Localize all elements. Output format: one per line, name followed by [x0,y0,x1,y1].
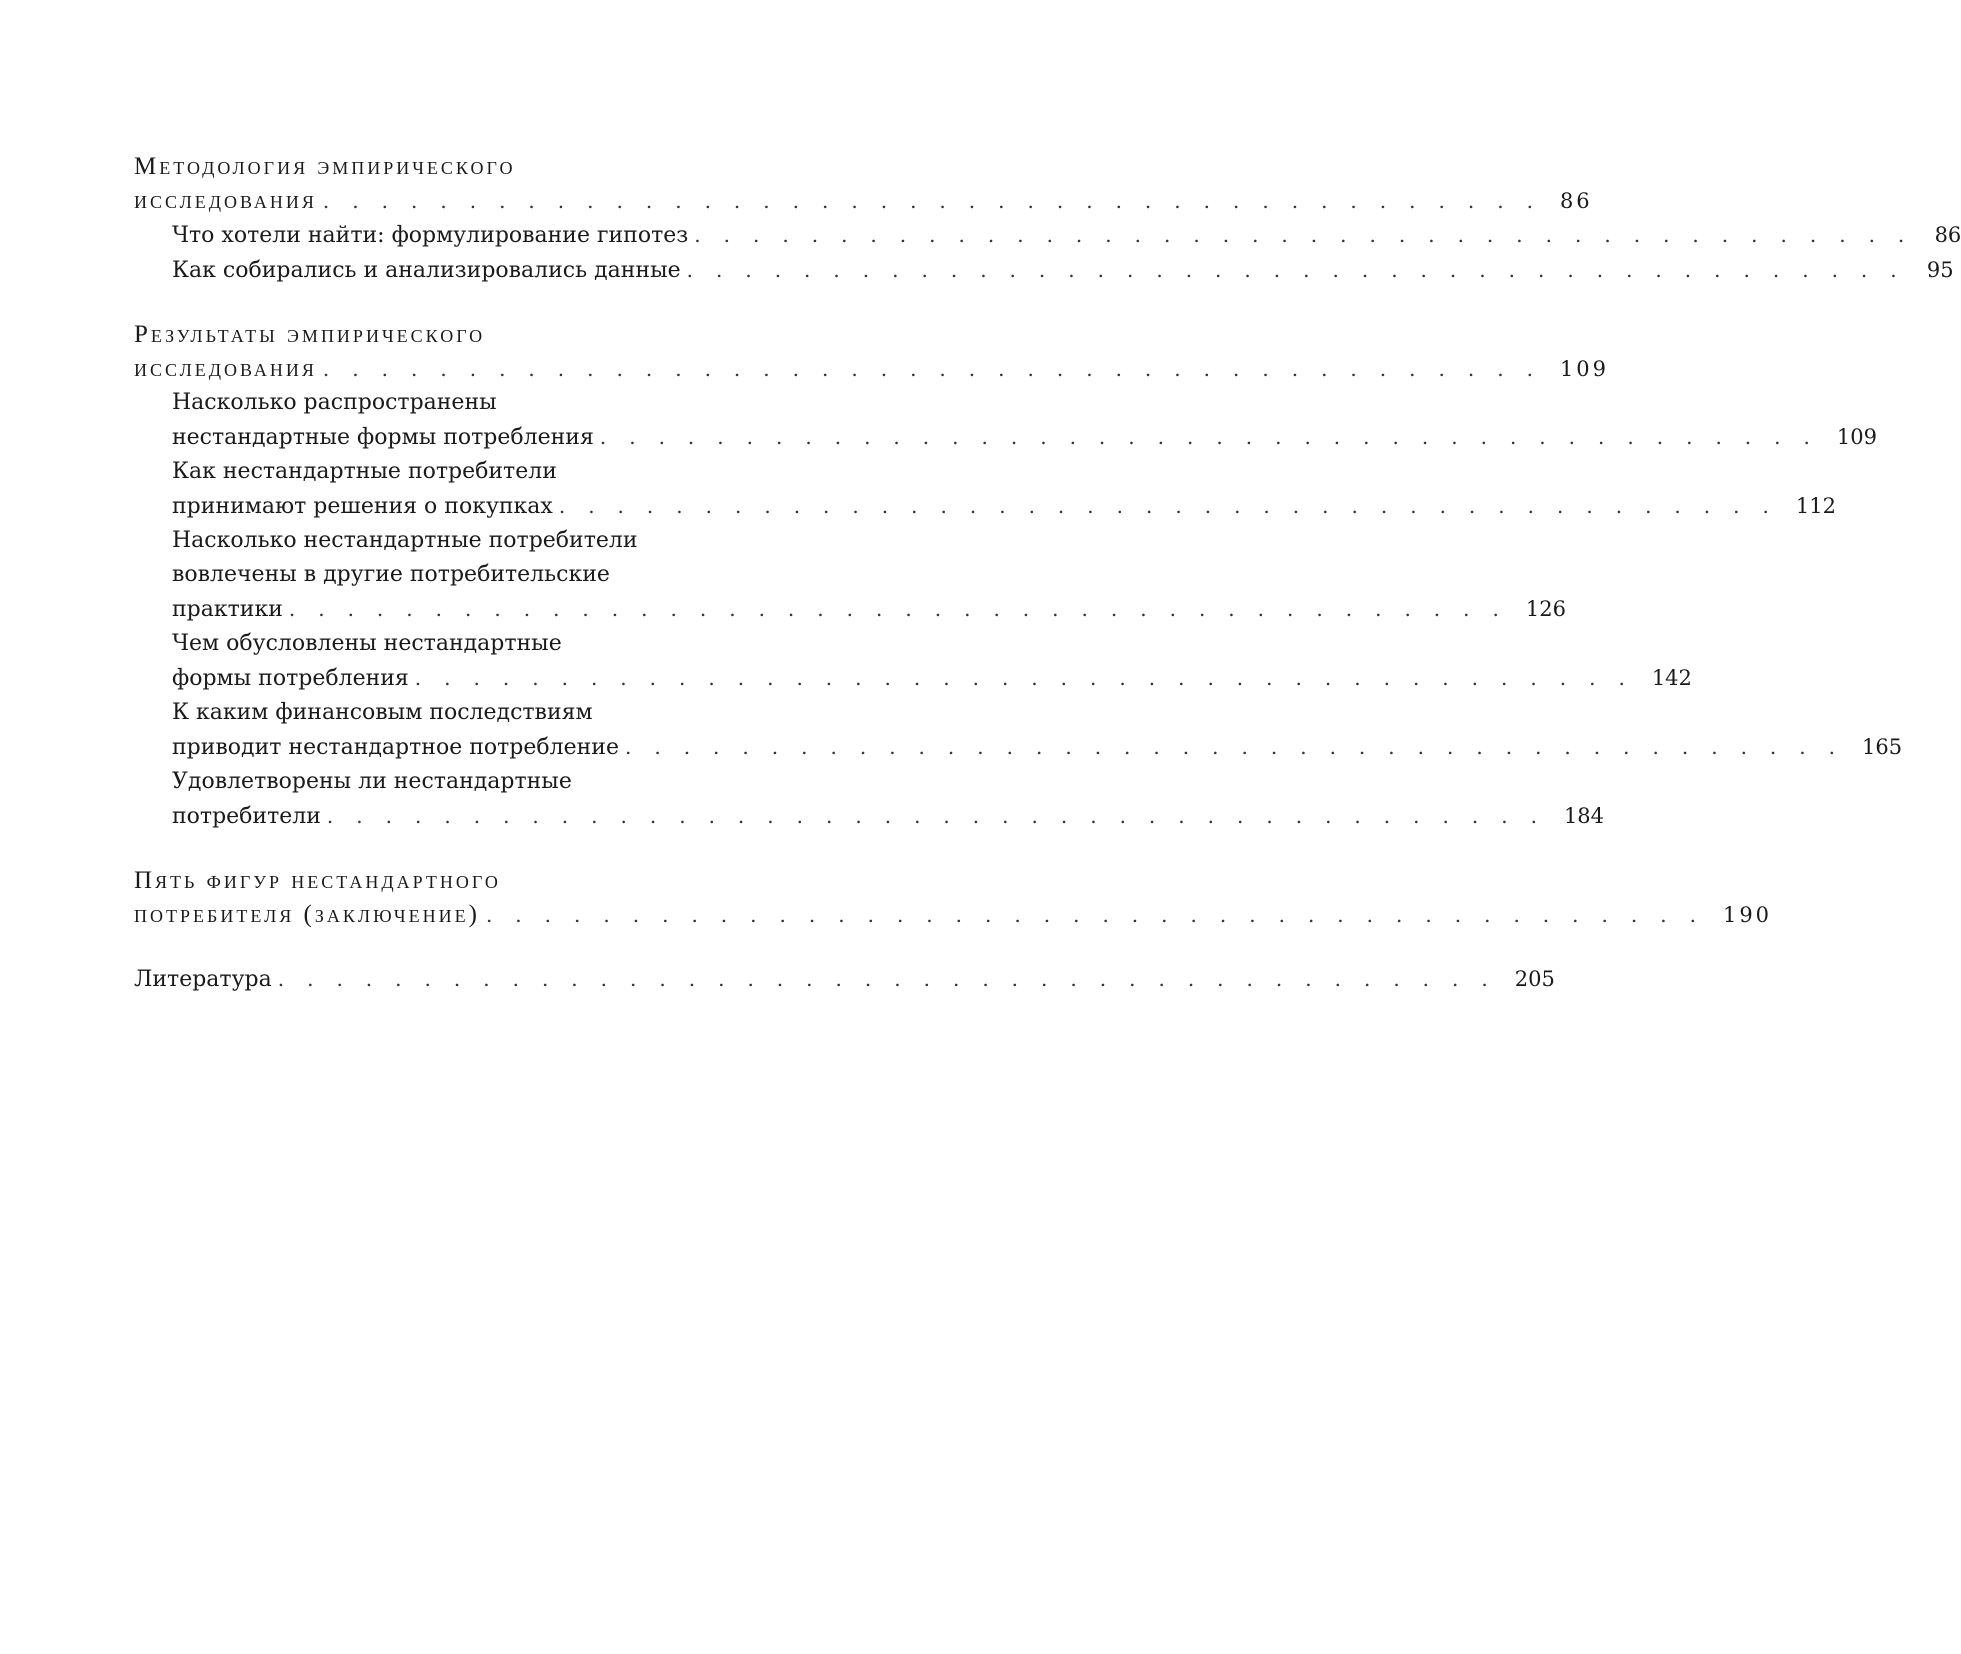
toc-entry-line[interactable] [134,352,1610,386]
toc-section-literature [134,962,1555,997]
chapter-title-line: Пять фигур нестандартного [134,867,501,894]
page-number: 126 [1525,597,1566,621]
table-of-contents [134,150,1961,1027]
chapter-title-line: Результаты эмпирического [134,321,486,348]
toc-subentry[interactable] [172,524,1566,627]
subentry-text: практики [172,597,283,622]
subentry-last-line [172,489,1836,524]
subentry-last-line [172,592,1566,627]
dot-leader: .......................................... [694,223,1928,247]
subentry-text: нестандартные формы потребления [172,425,594,450]
toc-subentry[interactable] [172,765,1605,834]
subentry-text: принимают решения о покупках [172,494,553,519]
toc-entry-literature[interactable] [134,962,1555,997]
dot-leader: .......................................... [326,804,1560,828]
page-number: 205 [1514,967,1555,991]
toc-entry-line[interactable] [134,898,1773,932]
subentry-text: Чем обусловлены нестандартные [172,631,562,656]
toc-subentry[interactable] [172,627,1692,696]
toc-entry-line[interactable] [134,184,1593,218]
dot-leader: .......................................... [288,597,1522,621]
page-number: 190 [1722,903,1773,927]
toc-subentry[interactable] [172,253,1954,288]
subentry-last-line [172,730,1903,765]
toc-subentry[interactable] [172,696,1903,765]
page-number: 109 [1836,425,1877,449]
toc-section-results [134,318,1903,834]
toc-subentry[interactable] [172,218,1961,253]
subentry-text: Как нестандартные потребители [172,459,557,484]
page-number: 86 [1559,189,1593,213]
page-number: 142 [1651,666,1692,690]
subentry-text: Как собирались и анализировались данные [172,258,681,283]
dot-leader: .......................................... [686,258,1920,282]
subentry-text: Насколько распространены [172,390,497,415]
page-number: 165 [1862,735,1903,759]
toc-section-methodology [134,150,1961,288]
page-number: 86 [1934,223,1961,247]
subentry-last-line [172,799,1605,834]
page-number: 184 [1563,804,1605,828]
dot-leader: .......................................... [414,666,1648,690]
page-number: 95 [1926,258,1954,282]
chapter-title-line: потребителя (заключение) [134,901,480,928]
toc-subentry[interactable] [172,386,1877,455]
subentry-text: Удовлетворены ли нестандартные [172,769,572,794]
dot-leader: .......................................... [558,494,1792,518]
page-number: 109 [1559,357,1610,381]
toc-subentry[interactable] [172,455,1836,524]
subentry-text: Что хотели найти: формулирование гипотез [172,223,689,248]
dot-leader: .......................................... [599,425,1833,449]
subentry-text: Насколько нестандартные потребители [172,528,638,553]
subentry-text: вовлечены в другие потребительские [172,562,610,587]
chapter-title-line: исследования [134,355,317,382]
subentry-last-line [172,420,1877,455]
page-number: 112 [1795,494,1836,518]
dot-leader: .......................................... [322,189,1556,213]
chapter-title-line: Методология эмпирического [134,153,516,180]
subentry-text: потребители [172,804,321,829]
subentry-text: К каким финансовым последствиям [172,700,593,725]
dot-leader: .......................................... [277,967,1511,991]
dot-leader: .......................................... [485,903,1719,927]
dot-leader: .......................................... [624,735,1858,759]
subentry-text: приводит нестандартное потребление [172,735,619,760]
chapter-title-line: исследования [134,187,317,214]
subentry-text: формы потребления [172,666,409,691]
toc-section-conclusion [134,864,1773,932]
dot-leader: .......................................... [322,357,1556,381]
literature-label: Литература [134,967,272,992]
subentry-last-line [172,661,1692,696]
